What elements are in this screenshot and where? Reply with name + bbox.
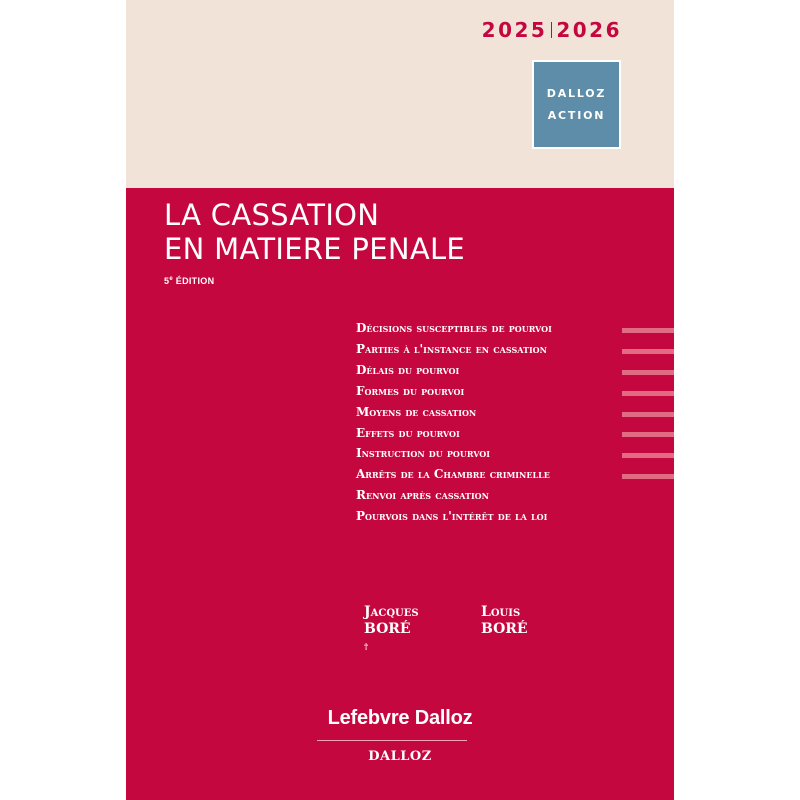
- year-separator: [551, 22, 552, 38]
- edition-suffix: e: [169, 276, 173, 282]
- dalloz-logo: DALLOZ: [368, 749, 432, 764]
- thumb-tab: [622, 370, 674, 375]
- book-title: [164, 198, 465, 266]
- author-last-name: BORÉ: [364, 621, 411, 637]
- thumb-tab: [622, 328, 674, 333]
- year-end: 2026: [556, 18, 622, 42]
- topic-item: Effets du pourvoi: [356, 425, 460, 440]
- author-last-name: BORÉ: [481, 621, 528, 637]
- collection-badge: [532, 60, 621, 149]
- edition-number: 5: [164, 276, 170, 286]
- thumb-tab: [622, 474, 674, 479]
- title-line-1: LA CASSATION: [164, 198, 380, 232]
- topic-item: Formes du pourvoi: [356, 383, 465, 398]
- book-cover: [126, 0, 674, 800]
- edition-years: [482, 18, 622, 42]
- author-last-name-line: [364, 621, 419, 660]
- author-first-name: Louis: [481, 604, 521, 620]
- author-louis-bore: [481, 604, 528, 638]
- publisher-divider: [317, 740, 467, 741]
- edition-word: ÉDITION: [175, 276, 215, 286]
- year-start: 2025: [481, 18, 548, 42]
- thumb-tabs: [622, 328, 674, 495]
- collection-line-1: DALLOZ: [546, 86, 607, 100]
- thumb-tab: [622, 432, 674, 437]
- topic-item: Pourvois dans l'intérêt de la loi: [356, 509, 548, 524]
- topic-item: Parties à l'instance en cassation: [356, 341, 547, 356]
- topic-item: Délais du pourvoi: [356, 362, 460, 377]
- topic-item: Instruction du pourvoi: [356, 446, 490, 461]
- thumb-tab: [622, 391, 674, 396]
- topic-item: Moyens de cassation: [356, 404, 477, 419]
- author-mark: †: [364, 641, 369, 651]
- topic-item: Renvoi après cassation: [356, 488, 489, 503]
- author-first-name: Jacques: [364, 604, 419, 620]
- collection-line-2: ACTION: [547, 108, 606, 122]
- topic-item: Arrêts de la Chambre criminelle: [356, 467, 550, 482]
- topic-item: Décisions susceptibles de pourvoi: [356, 321, 552, 335]
- thumb-tab: [622, 453, 674, 458]
- topics-list: [356, 318, 616, 527]
- publisher-name: Lefebvre Dalloz: [327, 707, 473, 729]
- title-line-2: EN MATIERE PENALE: [164, 232, 466, 266]
- author-jacques-bore: [364, 604, 419, 660]
- thumb-tab: [622, 349, 674, 354]
- thumb-tab: [622, 412, 674, 417]
- cover-top-band: [126, 0, 674, 188]
- edition-label: [164, 276, 214, 286]
